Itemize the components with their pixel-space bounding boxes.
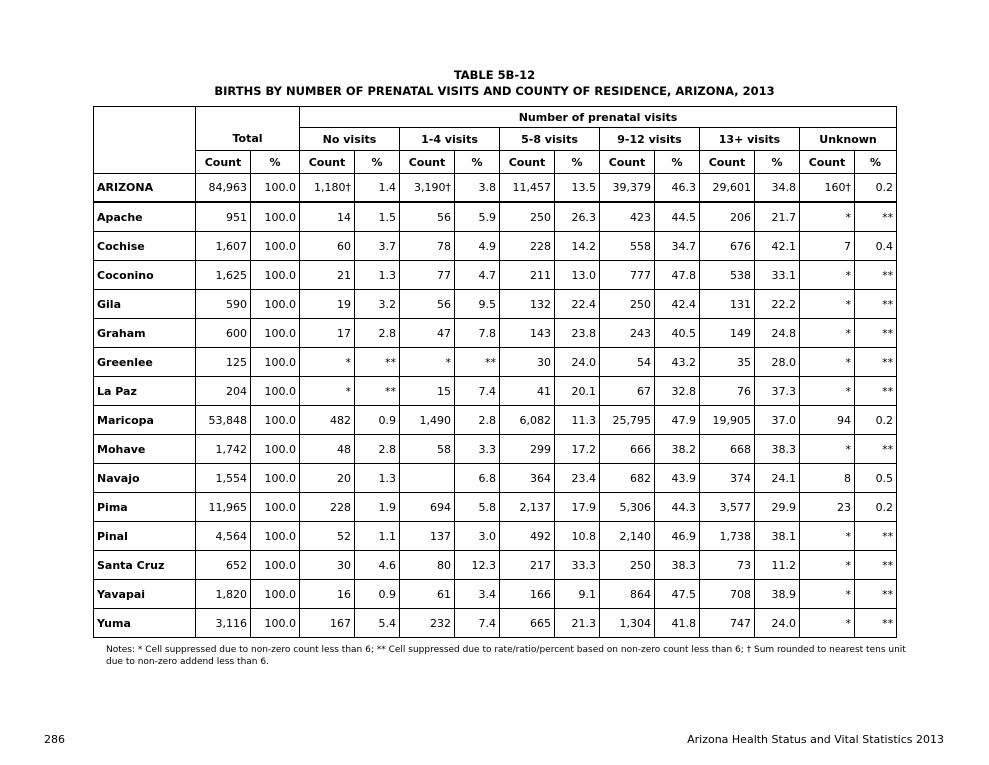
- percent-cell: 47.5: [655, 580, 700, 609]
- count-cell: 1,490: [400, 406, 455, 435]
- count-cell: 84,963: [196, 174, 251, 203]
- footer-text: Arizona Health Status and Vital Statistics 2013: [687, 733, 944, 746]
- percent-cell: **: [855, 609, 897, 638]
- count-cell: *: [300, 377, 355, 406]
- percent-cell: 100.0: [251, 551, 300, 580]
- count-cell: 299: [500, 435, 555, 464]
- count-cell: 228: [500, 232, 555, 261]
- percent-cell: 47.9: [655, 406, 700, 435]
- percent-cell: **: [855, 580, 897, 609]
- table-row: [94, 174, 897, 203]
- percent-cell: 11.3: [555, 406, 600, 435]
- count-cell: 211: [500, 261, 555, 290]
- percent-cell: 43.2: [655, 348, 700, 377]
- count-cell: 125: [196, 348, 251, 377]
- count-cell: 20: [300, 464, 355, 493]
- table-row: [94, 493, 897, 522]
- count-cell: 1,820: [196, 580, 251, 609]
- percent-cell: 5.9: [455, 202, 500, 232]
- count-cell: 7: [800, 232, 855, 261]
- percent-cell: 100.0: [251, 406, 300, 435]
- notes-line-2: due to non-zero addend less than 6.: [106, 657, 269, 667]
- county-name: Cochise: [94, 232, 196, 261]
- percent-cell: **: [355, 377, 400, 406]
- percent-cell: 9.5: [455, 290, 500, 319]
- count-cell: 652: [196, 551, 251, 580]
- count-cell: 666: [600, 435, 655, 464]
- percent-cell: 100.0: [251, 493, 300, 522]
- county-name: La Paz: [94, 377, 196, 406]
- count-cell: 73: [700, 551, 755, 580]
- count-cell: 166: [500, 580, 555, 609]
- notes-line-1: Notes: * Cell suppressed due to non-zero count less than 6; ** Cell suppressed due to rate/ratio/percent based on non-zero count less than 6; † Sum rounded to nearest tens unit: [106, 645, 906, 655]
- count-cell: 19,905: [700, 406, 755, 435]
- table-row: [94, 202, 897, 232]
- percent-cell: 21.7: [755, 202, 800, 232]
- percent-cell: 33.1: [755, 261, 800, 290]
- count-cell: 25,795: [600, 406, 655, 435]
- percent-cell: 3.7: [355, 232, 400, 261]
- percent-cell: 100.0: [251, 319, 300, 348]
- count-cell: 250: [600, 551, 655, 580]
- percent-cell: 12.3: [455, 551, 500, 580]
- prenatal-visits-table: [93, 106, 897, 638]
- percent-cell: 24.1: [755, 464, 800, 493]
- count-cell: 665: [500, 609, 555, 638]
- percent-cell: 0.9: [355, 406, 400, 435]
- count-cell: 14: [300, 202, 355, 232]
- percent-cell: 17.9: [555, 493, 600, 522]
- count-cell: 54: [600, 348, 655, 377]
- percent-cell: 38.1: [755, 522, 800, 551]
- count-cell: 6,082: [500, 406, 555, 435]
- count-cell: 61: [400, 580, 455, 609]
- percent-cell: 11.2: [755, 551, 800, 580]
- count-cell: 48: [300, 435, 355, 464]
- percent-cell: 33.3: [555, 551, 600, 580]
- count-cell: 482: [300, 406, 355, 435]
- count-cell: 131: [700, 290, 755, 319]
- count-cell: *: [800, 261, 855, 290]
- count-column-header: Count: [500, 151, 555, 174]
- corner-cell-bottom: [94, 151, 196, 174]
- percent-cell: 24.0: [555, 348, 600, 377]
- percent-cell: 38.3: [655, 551, 700, 580]
- count-cell: 668: [700, 435, 755, 464]
- count-cell: 492: [500, 522, 555, 551]
- percent-cell: 100.0: [251, 202, 300, 232]
- percent-column-header: %: [555, 151, 600, 174]
- count-cell: 1,304: [600, 609, 655, 638]
- count-cell: 250: [500, 202, 555, 232]
- count-cell: *: [800, 609, 855, 638]
- percent-cell: 9.1: [555, 580, 600, 609]
- county-name: Pinal: [94, 522, 196, 551]
- percent-cell: 4.6: [355, 551, 400, 580]
- group-header-13-plus-visits: 13+ visits: [700, 128, 800, 151]
- percent-cell: 44.3: [655, 493, 700, 522]
- percent-cell: 3.2: [355, 290, 400, 319]
- percent-cell: 100.0: [251, 609, 300, 638]
- table-row: [94, 348, 897, 377]
- count-cell: 76: [700, 377, 755, 406]
- percent-cell: 46.9: [655, 522, 700, 551]
- percent-cell: 41.8: [655, 609, 700, 638]
- count-cell: 52: [300, 522, 355, 551]
- group-header-unknown: Unknown: [800, 128, 897, 151]
- percent-cell: **: [855, 435, 897, 464]
- percent-cell: 7.4: [455, 609, 500, 638]
- count-cell: 53,848: [196, 406, 251, 435]
- count-cell: *: [800, 522, 855, 551]
- count-cell: 243: [600, 319, 655, 348]
- percent-cell: 43.9: [655, 464, 700, 493]
- percent-cell: 40.5: [655, 319, 700, 348]
- percent-column-header: %: [251, 151, 300, 174]
- percent-column-header: %: [655, 151, 700, 174]
- table-notes: [106, 644, 906, 668]
- count-cell: 58: [400, 435, 455, 464]
- percent-cell: **: [855, 319, 897, 348]
- county-name: Navajo: [94, 464, 196, 493]
- percent-cell: 2.8: [455, 406, 500, 435]
- count-cell: 11,457: [500, 174, 555, 203]
- count-cell: 232: [400, 609, 455, 638]
- percent-cell: 22.4: [555, 290, 600, 319]
- count-cell: 3,190†: [400, 174, 455, 203]
- count-cell: *: [800, 319, 855, 348]
- total-header-top: [196, 107, 300, 128]
- percent-cell: 0.9: [355, 580, 400, 609]
- percent-cell: 1.9: [355, 493, 400, 522]
- percent-cell: 4.9: [455, 232, 500, 261]
- percent-cell: 24.8: [755, 319, 800, 348]
- count-cell: 777: [600, 261, 655, 290]
- count-cell: 11,965: [196, 493, 251, 522]
- count-cell: 951: [196, 202, 251, 232]
- percent-cell: 29.9: [755, 493, 800, 522]
- corner-cell-mid: [94, 128, 196, 151]
- table-subtitle: BIRTHS BY NUMBER OF PRENATAL VISITS AND COUNTY OF RESIDENCE, ARIZONA, 2013: [214, 84, 775, 98]
- percent-cell: 23.4: [555, 464, 600, 493]
- percent-cell: 21.3: [555, 609, 600, 638]
- count-cell: 682: [600, 464, 655, 493]
- percent-cell: **: [855, 202, 897, 232]
- county-name: Greenlee: [94, 348, 196, 377]
- count-cell: 1,554: [196, 464, 251, 493]
- table-row: [94, 580, 897, 609]
- percent-cell: 23.8: [555, 319, 600, 348]
- county-name: Graham: [94, 319, 196, 348]
- percent-column-header: %: [355, 151, 400, 174]
- count-column-header: Count: [600, 151, 655, 174]
- count-column-header: Count: [700, 151, 755, 174]
- count-cell: 21: [300, 261, 355, 290]
- percent-cell: 13.5: [555, 174, 600, 203]
- count-cell: 60: [300, 232, 355, 261]
- percent-cell: 34.7: [655, 232, 700, 261]
- count-cell: 4,564: [196, 522, 251, 551]
- percent-cell: **: [855, 377, 897, 406]
- percent-cell: 38.3: [755, 435, 800, 464]
- percent-cell: 34.8: [755, 174, 800, 203]
- group-header-total: Total: [196, 128, 300, 151]
- percent-cell: 1.3: [355, 464, 400, 493]
- count-column-header: Count: [800, 151, 855, 174]
- count-cell: 708: [700, 580, 755, 609]
- count-cell: 167: [300, 609, 355, 638]
- percent-cell: 13.0: [555, 261, 600, 290]
- percent-cell: 1.5: [355, 202, 400, 232]
- count-cell: 160†: [800, 174, 855, 203]
- county-name: Mohave: [94, 435, 196, 464]
- group-header-9-12-visits: 9-12 visits: [600, 128, 700, 151]
- page-number: 286: [44, 733, 65, 746]
- group-header-1-4-visits: 1-4 visits: [400, 128, 500, 151]
- count-cell: 39,379: [600, 174, 655, 203]
- count-cell: 17: [300, 319, 355, 348]
- count-cell: 15: [400, 377, 455, 406]
- county-name: ARIZONA: [94, 174, 196, 203]
- percent-column-header: %: [455, 151, 500, 174]
- percent-cell: 100.0: [251, 377, 300, 406]
- percent-cell: 7.4: [455, 377, 500, 406]
- percent-cell: 38.2: [655, 435, 700, 464]
- count-cell: 1,738: [700, 522, 755, 551]
- percent-cell: 2.8: [355, 435, 400, 464]
- count-cell: 56: [400, 290, 455, 319]
- count-cell: *: [800, 202, 855, 232]
- table-row: [94, 551, 897, 580]
- count-cell: 16: [300, 580, 355, 609]
- percent-cell: 100.0: [251, 290, 300, 319]
- percent-cell: **: [855, 290, 897, 319]
- percent-cell: 7.8: [455, 319, 500, 348]
- percent-cell: **: [855, 348, 897, 377]
- count-cell: 30: [300, 551, 355, 580]
- count-column-header: Count: [400, 151, 455, 174]
- county-name: Maricopa: [94, 406, 196, 435]
- count-cell: 1,742: [196, 435, 251, 464]
- count-cell: 19: [300, 290, 355, 319]
- count-cell: 250: [600, 290, 655, 319]
- count-cell: 3,116: [196, 609, 251, 638]
- percent-cell: 5.4: [355, 609, 400, 638]
- county-name: Santa Cruz: [94, 551, 196, 580]
- table-row: [94, 290, 897, 319]
- count-cell: *: [800, 377, 855, 406]
- count-cell: 2,137: [500, 493, 555, 522]
- percent-cell: 5.8: [455, 493, 500, 522]
- count-cell: *: [800, 435, 855, 464]
- percent-cell: 100.0: [251, 464, 300, 493]
- count-cell: 423: [600, 202, 655, 232]
- count-cell: *: [800, 348, 855, 377]
- percent-cell: 0.5: [855, 464, 897, 493]
- percent-cell: 1.4: [355, 174, 400, 203]
- count-cell: 864: [600, 580, 655, 609]
- count-cell: 77: [400, 261, 455, 290]
- count-cell: 56: [400, 202, 455, 232]
- count-cell: *: [400, 348, 455, 377]
- percent-cell: 10.8: [555, 522, 600, 551]
- corner-cell: [94, 107, 196, 128]
- count-cell: 5,306: [600, 493, 655, 522]
- count-cell: 374: [700, 464, 755, 493]
- count-cell: 694: [400, 493, 455, 522]
- percent-cell: 3.0: [455, 522, 500, 551]
- table-row: [94, 435, 897, 464]
- count-cell: 204: [196, 377, 251, 406]
- county-name: Pima: [94, 493, 196, 522]
- table-row: [94, 464, 897, 493]
- percent-cell: 100.0: [251, 261, 300, 290]
- percent-cell: 17.2: [555, 435, 600, 464]
- count-cell: 3,577: [700, 493, 755, 522]
- percent-cell: 44.5: [655, 202, 700, 232]
- table-row: [94, 232, 897, 261]
- percent-cell: 26.3: [555, 202, 600, 232]
- count-cell: 1,607: [196, 232, 251, 261]
- count-cell: 590: [196, 290, 251, 319]
- count-column-header: Count: [300, 151, 355, 174]
- count-cell: 149: [700, 319, 755, 348]
- percent-cell: 46.3: [655, 174, 700, 203]
- percent-cell: **: [855, 522, 897, 551]
- percent-cell: 20.1: [555, 377, 600, 406]
- percent-cell: **: [855, 551, 897, 580]
- county-name: Yavapai: [94, 580, 196, 609]
- super-header: Number of prenatal visits: [300, 107, 897, 128]
- count-column-header: Count: [196, 151, 251, 174]
- percent-cell: 2.8: [355, 319, 400, 348]
- group-header-5-8-visits: 5-8 visits: [500, 128, 600, 151]
- percent-cell: 0.2: [855, 406, 897, 435]
- percent-column-header: %: [755, 151, 800, 174]
- count-cell: *: [800, 290, 855, 319]
- group-header-no-visits: No visits: [300, 128, 400, 151]
- county-name: Apache: [94, 202, 196, 232]
- percent-cell: 100.0: [251, 232, 300, 261]
- count-cell: 35: [700, 348, 755, 377]
- count-cell: 2,140: [600, 522, 655, 551]
- count-cell: 8: [800, 464, 855, 493]
- percent-cell: 3.3: [455, 435, 500, 464]
- count-cell: 1,625: [196, 261, 251, 290]
- percent-cell: 42.1: [755, 232, 800, 261]
- percent-cell: 100.0: [251, 348, 300, 377]
- count-cell: 29,601: [700, 174, 755, 203]
- percent-cell: 6.8: [455, 464, 500, 493]
- table-row: [94, 319, 897, 348]
- count-cell: 23: [800, 493, 855, 522]
- percent-cell: 100.0: [251, 522, 300, 551]
- count-cell: 217: [500, 551, 555, 580]
- percent-cell: 1.3: [355, 261, 400, 290]
- percent-cell: 1.1: [355, 522, 400, 551]
- count-cell: 67: [600, 377, 655, 406]
- table-title: TABLE 5B-12: [453, 68, 536, 82]
- percent-cell: 32.8: [655, 377, 700, 406]
- percent-cell: 100.0: [251, 580, 300, 609]
- percent-column-header: %: [855, 151, 897, 174]
- percent-cell: 38.9: [755, 580, 800, 609]
- count-cell: 676: [700, 232, 755, 261]
- table-row: [94, 406, 897, 435]
- count-cell: 132: [500, 290, 555, 319]
- count-cell: 747: [700, 609, 755, 638]
- table-row: [94, 609, 897, 638]
- county-name: Gila: [94, 290, 196, 319]
- percent-cell: **: [455, 348, 500, 377]
- percent-cell: **: [855, 261, 897, 290]
- count-cell: *: [300, 348, 355, 377]
- count-cell: 137: [400, 522, 455, 551]
- count-cell: 30: [500, 348, 555, 377]
- count-cell: 41: [500, 377, 555, 406]
- count-cell: 94: [800, 406, 855, 435]
- count-cell: 600: [196, 319, 251, 348]
- count-cell: 80: [400, 551, 455, 580]
- percent-cell: 28.0: [755, 348, 800, 377]
- count-cell: 364: [500, 464, 555, 493]
- percent-cell: 100.0: [251, 435, 300, 464]
- count-cell: 47: [400, 319, 455, 348]
- count-cell: 1,180†: [300, 174, 355, 203]
- count-cell: [400, 464, 455, 493]
- count-cell: *: [800, 580, 855, 609]
- percent-cell: 100.0: [251, 174, 300, 203]
- count-cell: 143: [500, 319, 555, 348]
- percent-cell: **: [355, 348, 400, 377]
- county-name: Yuma: [94, 609, 196, 638]
- percent-cell: 0.2: [855, 174, 897, 203]
- table-row: [94, 261, 897, 290]
- count-cell: *: [800, 551, 855, 580]
- table-row: [94, 377, 897, 406]
- table-row: [94, 522, 897, 551]
- percent-cell: 0.2: [855, 493, 897, 522]
- percent-cell: 4.7: [455, 261, 500, 290]
- count-cell: 538: [700, 261, 755, 290]
- count-cell: 558: [600, 232, 655, 261]
- percent-cell: 42.4: [655, 290, 700, 319]
- count-cell: 228: [300, 493, 355, 522]
- percent-cell: 22.2: [755, 290, 800, 319]
- percent-cell: 37.3: [755, 377, 800, 406]
- count-cell: 78: [400, 232, 455, 261]
- percent-cell: 0.4: [855, 232, 897, 261]
- percent-cell: 37.0: [755, 406, 800, 435]
- percent-cell: 24.0: [755, 609, 800, 638]
- percent-cell: 47.8: [655, 261, 700, 290]
- percent-cell: 3.8: [455, 174, 500, 203]
- count-cell: 206: [700, 202, 755, 232]
- percent-cell: 14.2: [555, 232, 600, 261]
- county-name: Coconino: [94, 261, 196, 290]
- percent-cell: 3.4: [455, 580, 500, 609]
